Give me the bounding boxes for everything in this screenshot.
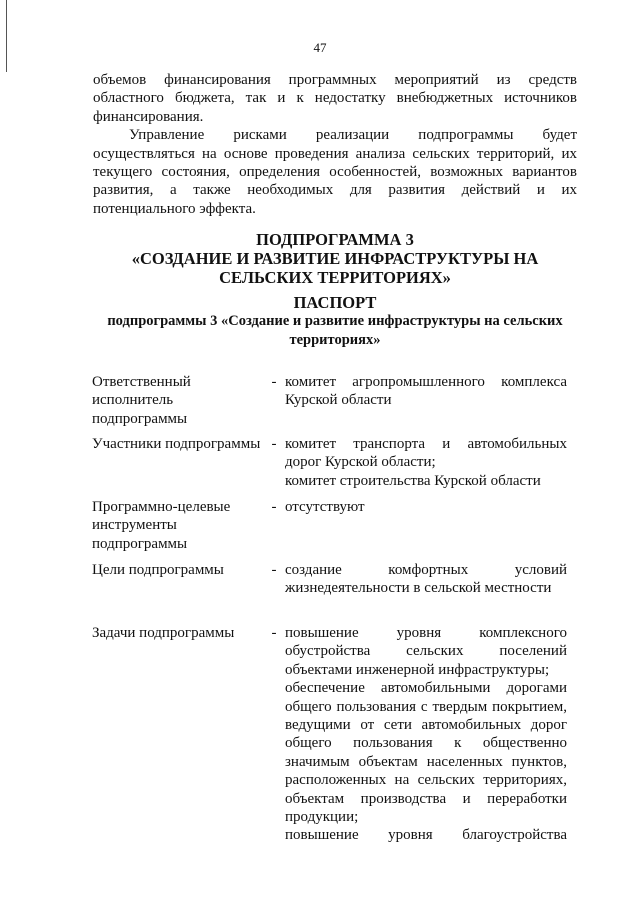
value-line: комитет агропромышленного комплекса [285,374,567,390]
value-line: обеспечение автомобильными дорогами [285,680,567,697]
value-line: комитет строительства Курской области [285,472,541,489]
row-label: Ответственный исполнитель подпрограммы [92,374,191,427]
value-line: продукции; [285,809,359,826]
row-value [285,373,567,410]
value-line: расположенных на сельских территориях, [285,772,567,789]
passport-heading [93,293,577,350]
subprogram-number: ПОДПРОГРАММА 3 [256,230,414,249]
intro-paragraph-2: Управление рисками реализации подпрограммы будет осуществляться на основе проведения анализа сельских территорий, их текущего состояния, определения особенностей, возможных вариантов развития, а также необходимых для развития действий и их потенциального эффекта. [93,127,577,217]
value-line: создание комфортных условий [285,562,567,578]
value-line: значимым объектам населенных пунктов, [285,753,567,770]
row-label: Участники подпрограммы [92,436,261,452]
value-line: повышение уровня комплексного [285,625,567,641]
row-dash: - [271,499,277,515]
value-line: объектам производства и переработки [285,790,567,807]
value-line: общего пользования с твердым покрытием, [285,698,567,715]
row-dash: - [271,562,277,578]
row-value [285,435,567,490]
value-line: обустройства сельских поселений [285,643,567,660]
subprogram-title: «СОЗДАНИЕ И РАЗВИТИЕ ИНФРАСТРУКТУРЫ НА СЕЛЬСКИХ ТЕРРИТОРИЯХ» [131,249,539,287]
value-line: общего пользования к общественно [285,735,567,752]
value-line: повышение уровня благоустройства [285,827,567,844]
passport-title: ПАСПОРТ [293,293,377,312]
value-line: ведущими от сети автомобильных дорог [285,717,567,734]
row-dash: - [271,625,277,641]
value-line: комитет транспорта и автомобильных [285,436,567,452]
value-line: объектами инженерной инфраструктуры; [285,661,550,678]
intro-paragraph-1: объемов финансирования программных мероприятий из средств областного бюджета, так и к недостатку внебюджетных источников финансирования. [93,72,577,125]
row-label: Задачи подпрограммы [92,625,235,641]
value-line: дорог Курской области; [285,454,436,471]
row-dash: - [271,436,277,452]
value-line: жизнедеятельности в сельской местности [285,580,552,597]
row-value [285,561,567,598]
value-line: отсутствуют [285,499,365,515]
page-number: 47 [313,40,327,55]
value-line: Курской области [285,392,392,409]
subprogram-heading [93,230,577,287]
row-value [285,624,567,845]
row-label: Программно-целевые инструменты подпрограммы [92,499,231,552]
row-dash: - [271,374,277,390]
passport-subtitle: подпрограммы 3 «Создание и развитие инфраструктуры на сельских территориях» [107,313,563,348]
intro-text [93,71,577,218]
margin-rule [6,0,7,72]
row-label: Цели подпрограммы [92,562,224,578]
row-value [285,498,567,516]
